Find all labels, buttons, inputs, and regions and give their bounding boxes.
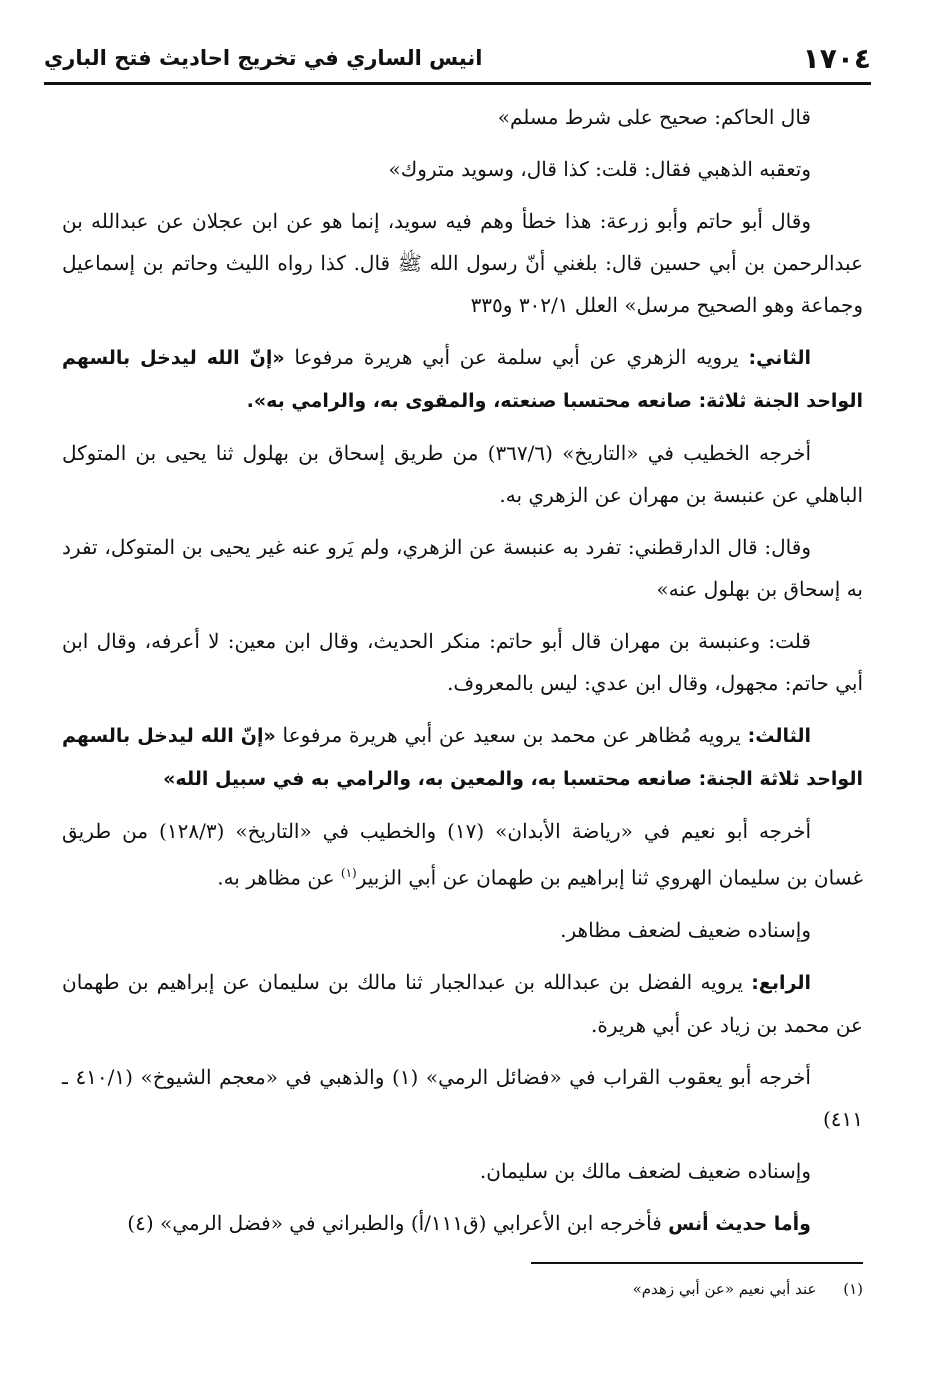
page-number: ١٧٠٤ bbox=[802, 41, 871, 75]
text-run: أخرجه أبو نعيم في «رياضة الأبدان» (١٧) والخطيب في «التاريخ» (١٢٨/٣) من طريق غسان بن سليمان الهروي ثنا إبراهيم بن طهمان عن أبي الزبير bbox=[62, 819, 863, 890]
text-run: قال الحاكم: صحيح على شرط مسلم» bbox=[497, 105, 811, 129]
text-run: وتعقبه الذهبي فقال: قلت: كذا قال، وسويد متروك» bbox=[388, 157, 811, 181]
text-run: يرويه الزهري عن أبي سلمة عن أبي هريرة مرفوعا bbox=[284, 345, 749, 369]
paragraph bbox=[62, 1056, 863, 1140]
paragraph bbox=[62, 1150, 863, 1192]
text-run: وإسناده ضعيف لضعف مظاهر. bbox=[560, 917, 811, 942]
text-run: قلت: وعنبسة بن مهران قال أبو حاتم: منكر الحديث، وقال ابن معين: لا أعرفه، وقال ابن أبي حاتم: مجهول، وقال ابن عدي: ليس بالمعروف. bbox=[62, 629, 863, 695]
text-run: أخرجه الخطيب في «التاريخ» (٣٦٧/٦) من طريق إسحاق بن بهلول ثنا يحيى بن المتوكل الباهلي عن عنبسة بن مهران عن الزهري به. bbox=[62, 441, 863, 507]
footnote-separator bbox=[531, 1262, 863, 1264]
bold-text: «إنّ الله ليدخل بالسهم الواحد ثلاثة الجنة: صانعه محتسبا به، والمعين به، والرامي به في سبيل الله» bbox=[62, 725, 863, 790]
text-run: أخرجه أبو يعقوب القراب في «فضائل الرمي» (١) والذهبي في «معجم الشيوخ» (٤١٠/١ ـ ٤١١) bbox=[62, 1064, 863, 1131]
paragraph bbox=[62, 526, 863, 610]
paragraph bbox=[62, 909, 863, 951]
paragraph bbox=[62, 961, 863, 1046]
paragraph bbox=[62, 810, 863, 899]
body-text bbox=[62, 96, 863, 1255]
text-run: يرويه الفضل بن عبدالله بن عبدالجبار ثنا مالك بن سليمان عن إبراهيم بن طهمان عن محمد بن زياد عن أبي هريرة. bbox=[62, 969, 863, 1037]
bold-text: الرابع: bbox=[751, 971, 811, 994]
footnote-text: عند أبي نعيم «عن أبي زهدم» bbox=[632, 1280, 817, 1298]
paragraph bbox=[62, 1202, 863, 1245]
paragraph bbox=[62, 432, 863, 516]
bold-text: الثاني: bbox=[748, 347, 811, 369]
footnote bbox=[62, 1276, 863, 1302]
text-run: وقال أبو حاتم وأبو زرعة: هذا خطأ وهم فيه سويد، إنما هو عن ابن عجلان عن عبدالله بن عبدالرحمن بن أبي حسين قال: بلغني أنّ رسول الله ﷺ قال. كذا رواه الليث وحاتم بن إسماعيل وجماعة وهو الصحيح مرسل» العلل ٣٠٢/١ و٣٣٥ bbox=[62, 209, 863, 317]
footnote-number: (١) bbox=[843, 1280, 863, 1298]
text-run: فأخرجه ابن الأعرابي (ق١١١/أ) والطبراني في «فضل الرمي» (٤) bbox=[127, 1210, 669, 1235]
footnote-marker: (١) bbox=[340, 866, 357, 880]
text-run: يرويه مُظاهر عن محمد بن سعيد عن أبي هريرة مرفوعا bbox=[275, 723, 748, 747]
text-run: وإسناده ضعيف لضعف مالك بن سليمان. bbox=[479, 1158, 811, 1183]
paragraph bbox=[62, 96, 863, 138]
paragraph bbox=[62, 336, 863, 422]
paragraph bbox=[62, 148, 863, 190]
bold-text: الثالث: bbox=[747, 725, 811, 747]
paragraph bbox=[62, 200, 863, 326]
header-rule bbox=[44, 82, 871, 85]
paragraph bbox=[62, 714, 863, 800]
paragraph bbox=[62, 620, 863, 704]
text-run: عن مظاهر به. bbox=[217, 865, 341, 890]
page-header bbox=[44, 38, 871, 78]
bold-text: وأما حديث أنس bbox=[668, 1212, 811, 1235]
running-title: انيس الساري في تخريج احاديث فتح الباري bbox=[44, 46, 483, 70]
text-run: وقال: قال الدارقطني: تفرد به عنبسة عن الزهري، ولم يَرو عنه غير يحيى بن المتوكل، تفرد به إسحاق بن بهلول عنه» bbox=[62, 535, 863, 601]
bold-text: «إنّ الله ليدخل بالسهم الواحد الجنة ثلاثة: صانعه محتسبا صنعته، والمقوى به، والرامي به». bbox=[62, 347, 863, 412]
